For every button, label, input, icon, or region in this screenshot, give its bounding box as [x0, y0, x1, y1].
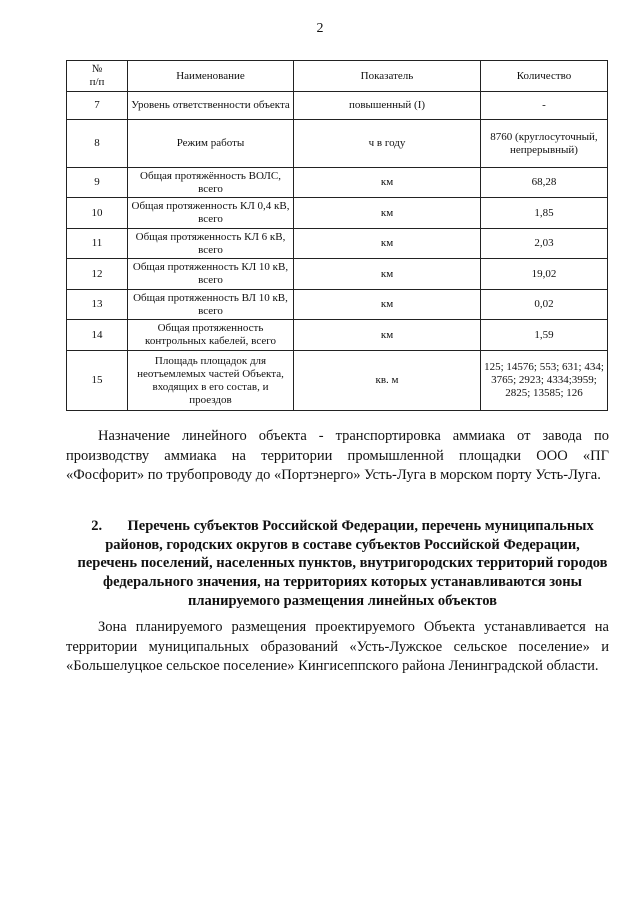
row-name: Режим работы [128, 120, 294, 168]
table-row [67, 120, 608, 168]
page-number: 2 [316, 21, 324, 36]
table-row [67, 290, 608, 320]
row-indicator: кв. м [294, 351, 481, 411]
header-number: № п/п [67, 61, 128, 92]
row-number: 11 [67, 229, 128, 259]
row-name: Общая протяженность КЛ 6 кВ, всего [128, 229, 294, 259]
table-row [67, 320, 608, 351]
row-indicator: повышенный (I) [294, 92, 481, 120]
table-row [67, 259, 608, 290]
header-quantity: Количество [481, 61, 608, 92]
row-indicator: км [294, 259, 481, 290]
table-row [67, 168, 608, 198]
row-name: Общая протяженность КЛ 10 кВ, всего [128, 259, 294, 290]
row-quantity: 2,03 [481, 229, 608, 259]
table-body [67, 92, 608, 411]
row-indicator: км [294, 229, 481, 259]
row-name: Общая протяженность контрольных кабелей, всего [128, 320, 294, 351]
row-quantity: - [481, 92, 608, 120]
row-number: 13 [67, 290, 128, 320]
row-number: 12 [67, 259, 128, 290]
table-row [67, 229, 608, 259]
row-number: 10 [67, 198, 128, 229]
row-indicator: км [294, 168, 481, 198]
row-name: Площадь площадок для неотъемлемых частей Объекта, входящих в его состав, и проездов [128, 351, 294, 411]
header-indicator: Показатель [294, 61, 481, 92]
row-quantity: 1,59 [481, 320, 608, 351]
table-row [67, 198, 608, 229]
purpose-paragraph: Назначение линейного объекта - транспортировка аммиака от завода по производству аммиака на территории промышленной площадки ООО «ПГ «Фосфорит» по трубопроводу до «Портэнерго» Усть-Луга в морском порту Усть-Луга. [66, 428, 609, 483]
row-name: Общая протяжённость ВОЛС, всего [128, 168, 294, 198]
row-number: 15 [67, 351, 128, 411]
row-indicator: км [294, 320, 481, 351]
row-quantity: 8760 (круглосуточный, непрерывный) [481, 120, 608, 168]
row-indicator: ч в году [294, 120, 481, 168]
row-quantity: 68,28 [481, 168, 608, 198]
section-heading [76, 517, 609, 611]
table-row [67, 92, 608, 120]
row-name: Уровень ответственности объекта [128, 92, 294, 120]
row-quantity: 125; 14576; 553; 631; 434; 3765; 2923; 4334;3959; 2825; 13585; 126 [481, 351, 608, 411]
parameters-table [66, 60, 608, 411]
row-number: 14 [67, 320, 128, 351]
table-header-row [67, 61, 608, 92]
header-name: Наименование [128, 61, 294, 92]
row-quantity: 0,02 [481, 290, 608, 320]
zone-paragraph: Зона планируемого размещения проектируемого Объекта устанавливается на территории муниципальных образований «Усть-Лужское сельское поселение» и «Большелуцкое сельское поселение» Кингисеппского района Ленинградской области. [66, 619, 609, 674]
row-number: 8 [67, 120, 128, 168]
table-row [67, 351, 608, 411]
row-number: 9 [67, 168, 128, 198]
row-quantity: 19,02 [481, 259, 608, 290]
row-indicator: км [294, 198, 481, 229]
row-indicator: км [294, 290, 481, 320]
row-number: 7 [67, 92, 128, 120]
section-number: 2. [91, 518, 103, 534]
row-quantity: 1,85 [481, 198, 608, 229]
row-name: Общая протяженность ВЛ 10 кВ, всего [128, 290, 294, 320]
section-title: Перечень субъектов Российской Федерации, перечень муниципальных районов, городских округов в составе субъектов Российской Федерации, перечень поселений, населенных пунктов, внутригородских территорий городов федерального значения, на территориях которых устанавливаются зоны планируемого размещения линейных объектов [77, 518, 608, 609]
row-name: Общая протяженность КЛ 0,4 кВ, всего [128, 198, 294, 229]
